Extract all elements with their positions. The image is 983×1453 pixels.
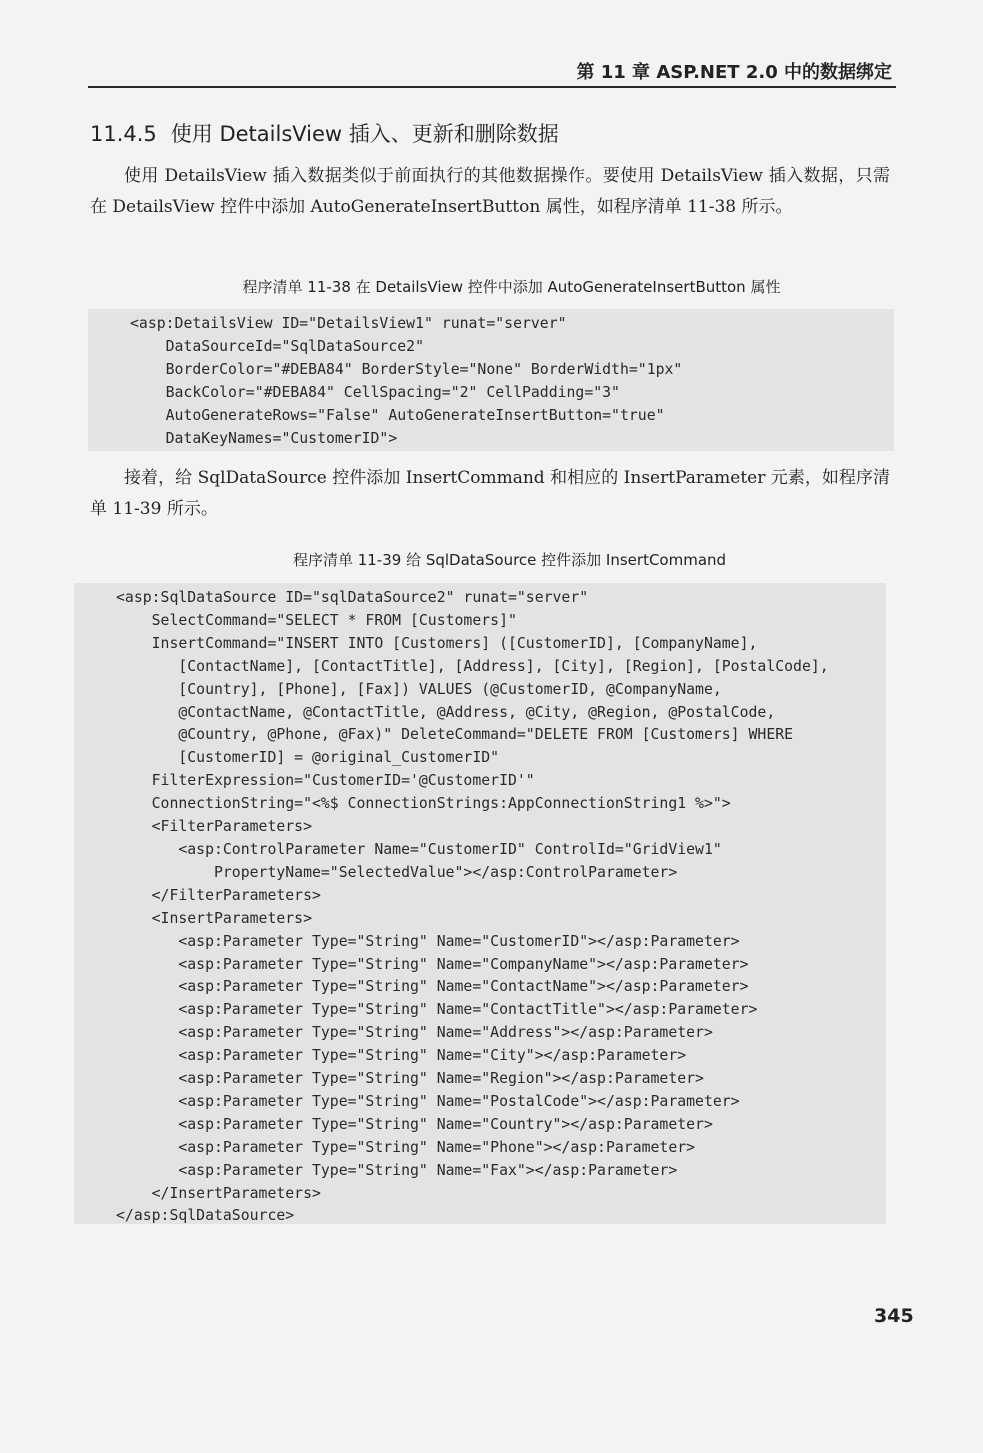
running-head: 第 11 章 ASP.NET 2.0 中的数据绑定 (576, 62, 892, 83)
listing-caption-11-39: 程序清单 11-39 给 SqlDataSource 控件添加 InsertCommand (292, 551, 727, 569)
followup-paragraph: 接着，给 SqlDataSource 控件添加 InsertCommand 和相应的 InsertParameter 元素，如程序清单 11-39 所示。 (90, 468, 890, 519)
intro-paragraph: 使用 DetailsView 插入数据类似于前面执行的其他数据操作。要使用 DetailsView 插入数据，只需在 DetailsView 控件中添加 AutoGenerateInsertButton 属性，如程序清单 11-38 所示。 (90, 166, 890, 217)
code-listing-11-39: <asp:SqlDataSource ID="sqlDataSource2" runat="server" SelectCommand="SELECT * FROM [Customers]" InsertCommand="INSERT INTO [Customers] ([CustomerID], [CompanyName], [ContactName], [ContactTitle], [Address], [City], [Region], [PostalCode], [Country], [Phone], [Fax]) VALUES (@CustomerID, @CompanyName, @ContactName, @ContactTitle, @Address, @City, @Region, @PostalCode, @Country, @Phone, @Fax)" DeleteCommand="DELETE FROM [Customers] WHERE [CustomerID] = @original_CustomerID" FilterExpression="CustomerID='@CustomerID'" ConnectionString="<%$ ConnectionStrings:AppConnectionString1 %>"> <FilterParameters> <asp:ControlParameter Name="CustomerID" ControlId="GridView1" PropertyName="SelectedValue"></asp:ControlParameter> </FilterParameters> <InsertParameters> <asp:Parameter Type="String" Name="CustomerID"></asp:Parameter> <asp:Parameter Type="String" Name="CompanyName"></asp:Parameter> <asp:Parameter Type="String" Name="ContactName"></asp:Parameter> <asp:Parameter Type="String" Name="ContactTitle"></asp:Parameter> <asp:Parameter Type="String" Name="Address"></asp:Parameter> <asp:Parameter Type="String" Name="City"></asp:Parameter> <asp:Parameter Type="String" Name="Region"></asp:Parameter> <asp:Parameter Type="String" Name="PostalCode"></asp:Parameter> <asp:Parameter Type="String" Name="Country"></asp:Parameter> <asp:Parameter Type="String" Name="Phone"></asp:Parameter> <asp:Parameter Type="String" Name="Fax"></asp:Parameter> </InsertParameters> </asp:SqlDataSource> (116, 589, 829, 1225)
section-title: 使用 DetailsView 插入、更新和删除数据 (170, 122, 559, 146)
section-heading (90, 118, 559, 148)
section-number: 11.4.5 (90, 122, 157, 146)
page-header (88, 50, 896, 88)
page-number: 345 (874, 1305, 914, 1327)
listing-caption-11-38: 程序清单 11-38 在 DetailsView 控件中添加 AutoGenerateInsertButton 属性 (242, 278, 781, 296)
code-listing-11-38: <asp:DetailsView ID="DetailsView1" runat="server" DataSourceId="SqlDataSource2" BorderColor="#DEBA84" BorderStyle="None" BorderWidth="1px" BackColor="#DEBA84" CellSpacing="2" CellPadding="3" AutoGenerateRows="False" AutoGenerateInsertButton="true" DataKeyNames="CustomerID"> (130, 315, 683, 447)
